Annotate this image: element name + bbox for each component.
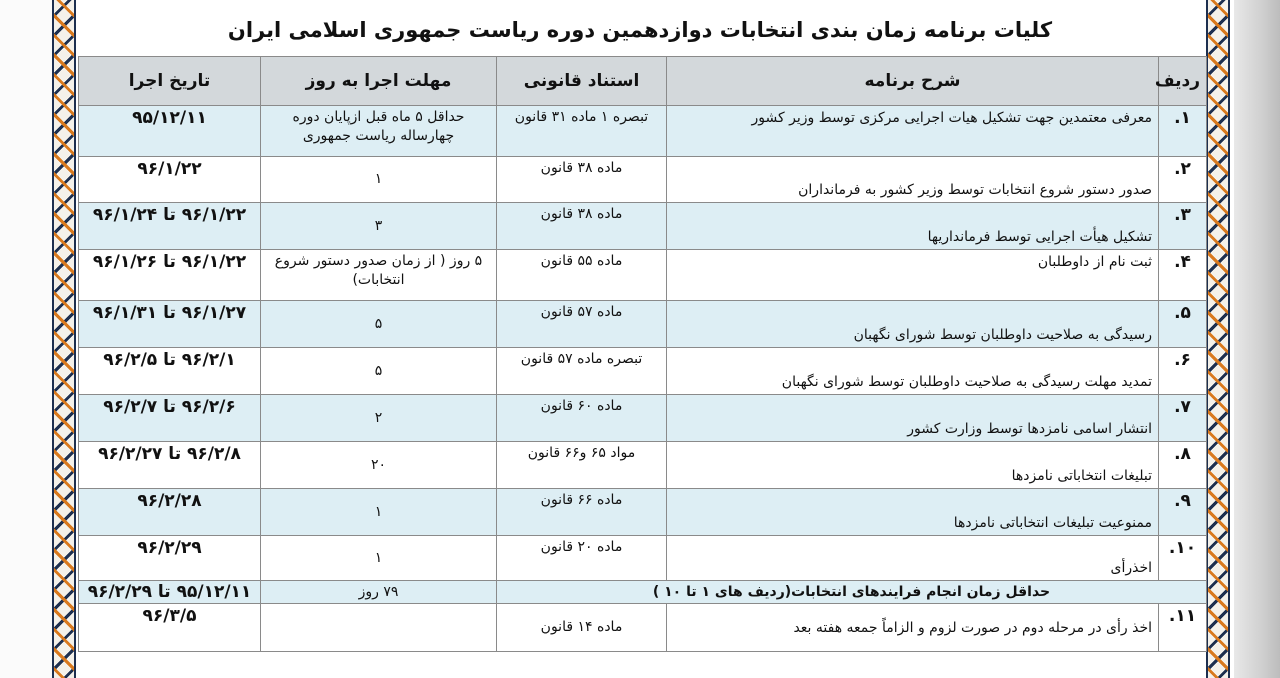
table-row xyxy=(79,157,1207,203)
table-row xyxy=(79,489,1207,536)
page-edge-shadow xyxy=(1234,0,1280,678)
header-legal-basis: استناد قانونی xyxy=(497,57,667,106)
row-deadline-days: ۱ xyxy=(261,157,497,203)
row-execution-date: ۹۶/۱/۲۲ xyxy=(79,157,261,203)
table-header-row xyxy=(79,57,1207,106)
row-number: ۲. xyxy=(1159,157,1207,203)
row-number: ۷. xyxy=(1159,395,1207,442)
row-deadline-days: ۵ xyxy=(261,348,497,395)
row-execution-date: ۹۶/۲/۶ تا ۹۶/۲/۷ xyxy=(79,395,261,442)
row-legal-basis: ماده ۶۶ قانون xyxy=(497,489,667,536)
table-row xyxy=(79,348,1207,395)
row-description: رسیدگی به صلاحیت داوطلبان توسط شورای نگهبان xyxy=(667,301,1159,348)
decorative-border-left xyxy=(52,0,76,678)
summary-text: حداقل زمان انجام فرایندهای انتخابات(ردیف های ۱ تا ۱۰ ) xyxy=(497,581,1207,604)
row-number: ۴. xyxy=(1159,250,1207,301)
row-legal-basis: ماده ۵۵ قانون xyxy=(497,250,667,301)
table-row xyxy=(79,301,1207,348)
election-schedule-table xyxy=(78,56,1207,652)
row-description: انتشار اسامی نامزدها توسط وزارت کشور xyxy=(667,395,1159,442)
header-row-number: ردیف xyxy=(1159,57,1207,106)
summary-date-range: ۹۵/۱۲/۱۱ تا ۹۶/۲/۲۹ xyxy=(79,581,261,604)
row-execution-date: ۹۶/۲/۸ تا ۹۶/۲/۲۷ xyxy=(79,442,261,489)
row-execution-date: ۹۶/۲/۲۸ xyxy=(79,489,261,536)
row-number: ۱۰. xyxy=(1159,536,1207,581)
row-execution-date: ۹۶/۱/۲۲ تا ۹۶/۱/۲۴ xyxy=(79,203,261,250)
table-row xyxy=(79,203,1207,250)
row-description: اخذ رأی در مرحله دوم در صورت لزوم و الزاماً جمعه هفته بعد xyxy=(667,604,1159,652)
row-description: ثبت نام از داوطلبان xyxy=(667,250,1159,301)
row-number: ۱۱. xyxy=(1159,604,1207,652)
row-execution-date: ۹۶/۲/۲۹ xyxy=(79,536,261,581)
row-deadline-days: ۱ xyxy=(261,536,497,581)
table-row xyxy=(79,536,1207,581)
row-deadline-days: ۱ xyxy=(261,489,497,536)
row-deadline-days: ۳ xyxy=(261,203,497,250)
row-execution-date: ۹۶/۲/۱ تا ۹۶/۲/۵ xyxy=(79,348,261,395)
row-number: ۹. xyxy=(1159,489,1207,536)
row-description: معرفی معتمدین جهت تشکیل هیات اجرایی مرکزی توسط وزیر کشور xyxy=(667,106,1159,157)
row-legal-basis: ماده ۳۸ قانون xyxy=(497,203,667,250)
row-description: ممنوعیت تبلیغات انتخاباتی نامزدها xyxy=(667,489,1159,536)
row-legal-basis: ماده ۱۴ قانون xyxy=(497,604,667,652)
header-description: شرح برنامه xyxy=(667,57,1159,106)
row-number: ۸. xyxy=(1159,442,1207,489)
header-execution-date: تاریخ اجرا xyxy=(79,57,261,106)
row-legal-basis: ماده ۲۰ قانون xyxy=(497,536,667,581)
row-deadline-days: حداقل ۵ ماه قبل ازپایان دوره چهارساله ریاست جمهوری xyxy=(261,106,497,157)
decorative-border-right xyxy=(1206,0,1230,678)
table-row xyxy=(79,106,1207,157)
row-execution-date: ۹۶/۳/۵ xyxy=(79,604,261,652)
row-execution-date: ۹۶/۱/۲۲ تا ۹۶/۱/۲۶ xyxy=(79,250,261,301)
row-deadline-days: ۵ xyxy=(261,301,497,348)
header-deadline-days: مهلت اجرا به روز xyxy=(261,57,497,106)
summary-row xyxy=(79,581,1207,604)
table-row xyxy=(79,442,1207,489)
row-description: صدور دستور شروع انتخابات توسط وزیر کشور به فرمانداران xyxy=(667,157,1159,203)
row-description: تمدید مهلت رسیدگی به صلاحیت داوطلبان توسط شورای نگهبان xyxy=(667,348,1159,395)
row-legal-basis: تبصره ۱ ماده ۳۱ قانون xyxy=(497,106,667,157)
row-legal-basis: ماده ۶۰ قانون xyxy=(497,395,667,442)
row-legal-basis: تبصره ماده ۵۷ قانون xyxy=(497,348,667,395)
row-deadline-days: ۵ روز ( از زمان صدور دستور شروع انتخابات) xyxy=(261,250,497,301)
row-deadline-days xyxy=(261,604,497,652)
row-legal-basis: ماده ۳۸ قانون xyxy=(497,157,667,203)
row-description: تشکیل هیأت اجرایی توسط فرمانداریها xyxy=(667,203,1159,250)
row-execution-date: ۹۶/۱/۲۷ تا ۹۶/۱/۳۱ xyxy=(79,301,261,348)
row-deadline-days: ۲۰ xyxy=(261,442,497,489)
row-description: اخذرأی xyxy=(667,536,1159,581)
row-number: ۳. xyxy=(1159,203,1207,250)
row-description: تبلیغات انتخاباتی نامزدها xyxy=(667,442,1159,489)
document-title: کلیات برنامه زمان بندی انتخابات دوازدهمین دوره ریاست جمهوری اسلامی ایران xyxy=(227,18,1053,42)
table-row xyxy=(79,395,1207,442)
table-row xyxy=(79,604,1207,652)
table-row xyxy=(79,250,1207,301)
page-left-margin xyxy=(0,0,52,678)
summary-days: ۷۹ روز xyxy=(261,581,497,604)
row-deadline-days: ۲ xyxy=(261,395,497,442)
row-legal-basis: مواد ۶۵ و۶۶ قانون xyxy=(497,442,667,489)
row-legal-basis: ماده ۵۷ قانون xyxy=(497,301,667,348)
row-number: ۱. xyxy=(1159,106,1207,157)
row-number: ۶. xyxy=(1159,348,1207,395)
row-number: ۵. xyxy=(1159,301,1207,348)
row-execution-date: ۹۵/۱۲/۱۱ xyxy=(79,106,261,157)
